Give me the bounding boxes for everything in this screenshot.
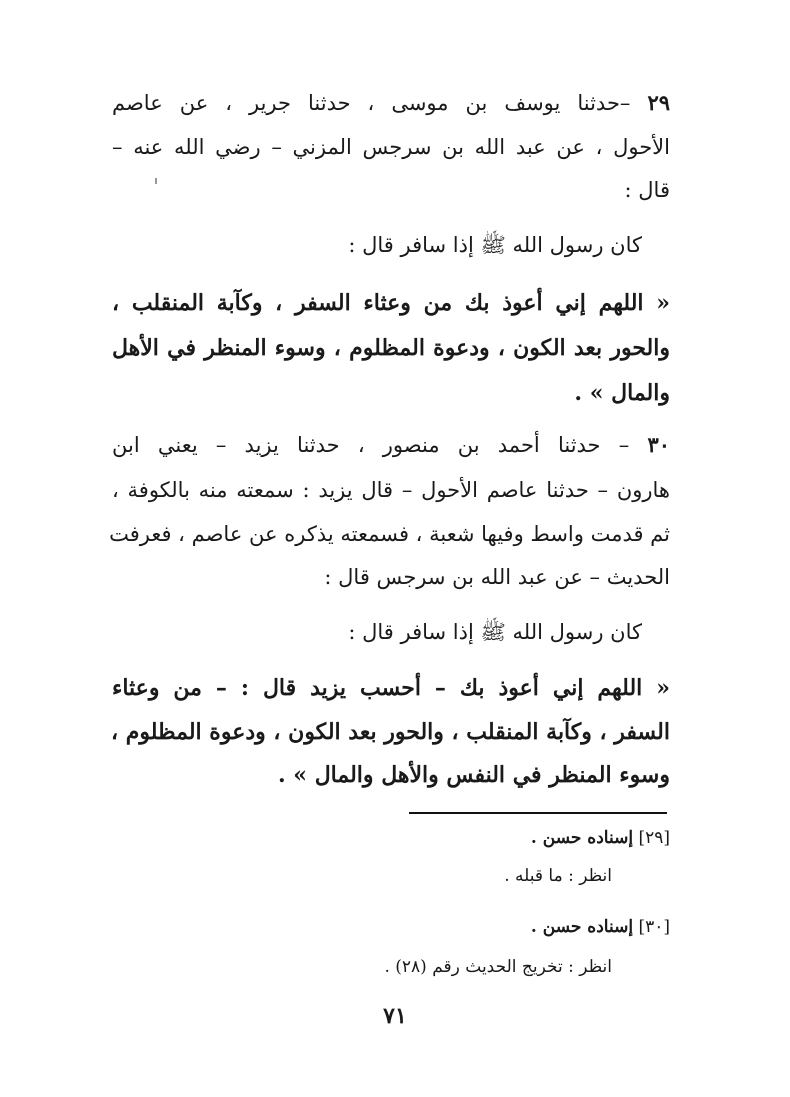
footnote-29-ref: [٢٩] (638, 828, 670, 848)
footnote-29-grade: إسناده حسن . (530, 828, 634, 848)
footnote-30-heading (531, 914, 670, 940)
footnote-divider (409, 812, 667, 814)
hadith-30-text-1: – حدثنا أحمد بن منصور ، حدثنا يزيد – يعني ابن (112, 433, 630, 457)
page-number: ٧١ (383, 1003, 407, 1029)
hadith-29-line-1 (112, 88, 670, 118)
hadith-29-line-2: الأحول ، عن عبد الله بن سرجس المزني – رضي الله عنه – (112, 135, 670, 159)
footnote-29-note: انظر : ما قبله . (504, 866, 612, 886)
hadith-29-dua-line-3: والمال » . (574, 380, 670, 406)
hadith-29-number: ٢٩ (647, 90, 670, 115)
hadith-29-text-1: –حدثنا يوسف بن موسى ، حدثنا جرير ، عن عاصم (112, 91, 631, 115)
hadith-30-line-4: الحديث – عن عبد الله بن سرجس قال : (324, 565, 670, 589)
hadith-30-line-3: ثم قدمت واسط وفيها شعبة ، فسمعته يذكره عن عاصم ، فعرفت (109, 522, 670, 546)
ink-speck (155, 178, 157, 184)
hadith-29-intro: كان رسول الله ﷺ إذا سافر قال : (348, 233, 642, 257)
hadith-30-dua-line-3: وسوء المنظر في النفس والأهل والمال » . (277, 762, 670, 788)
footnote-30-grade: إسناده حسن . (530, 917, 634, 937)
footnote-30-ref: [٣٠] (638, 917, 670, 937)
hadith-29-dua-line-2: والحور بعد الكون ، ودعوة المظلوم ، وسوء المنظر في الأهل (112, 335, 670, 361)
hadith-30-intro: كان رسول الله ﷺ إذا سافر قال : (348, 620, 642, 644)
hadith-29-line-3: قال : (624, 178, 670, 202)
hadith-30-line-1 (112, 430, 670, 460)
hadith-30-line-2: هارون – حدثنا عاصم الأحول – قال يزيد : سمعته منه بالكوفة ، (112, 478, 670, 502)
hadith-30-number: ٣٠ (647, 432, 670, 457)
hadith-30-dua-line-1: « اللهم إني أعوذ بك – أحسب يزيد قال : – من وعثاء (112, 675, 670, 701)
footnote-29-heading (531, 825, 670, 851)
footnote-30-note: انظر : تخريج الحديث رقم (٢٨) . (384, 957, 612, 977)
hadith-30-dua-line-2: السفر ، وكآبة المنقلب ، والحور بعد الكون ، ودعوة المظلوم ، (111, 719, 670, 745)
hadith-29-dua-line-1: « اللهم إني أعوذ بك من وعثاء السفر ، وكآبة المنقلب ، (112, 290, 670, 316)
